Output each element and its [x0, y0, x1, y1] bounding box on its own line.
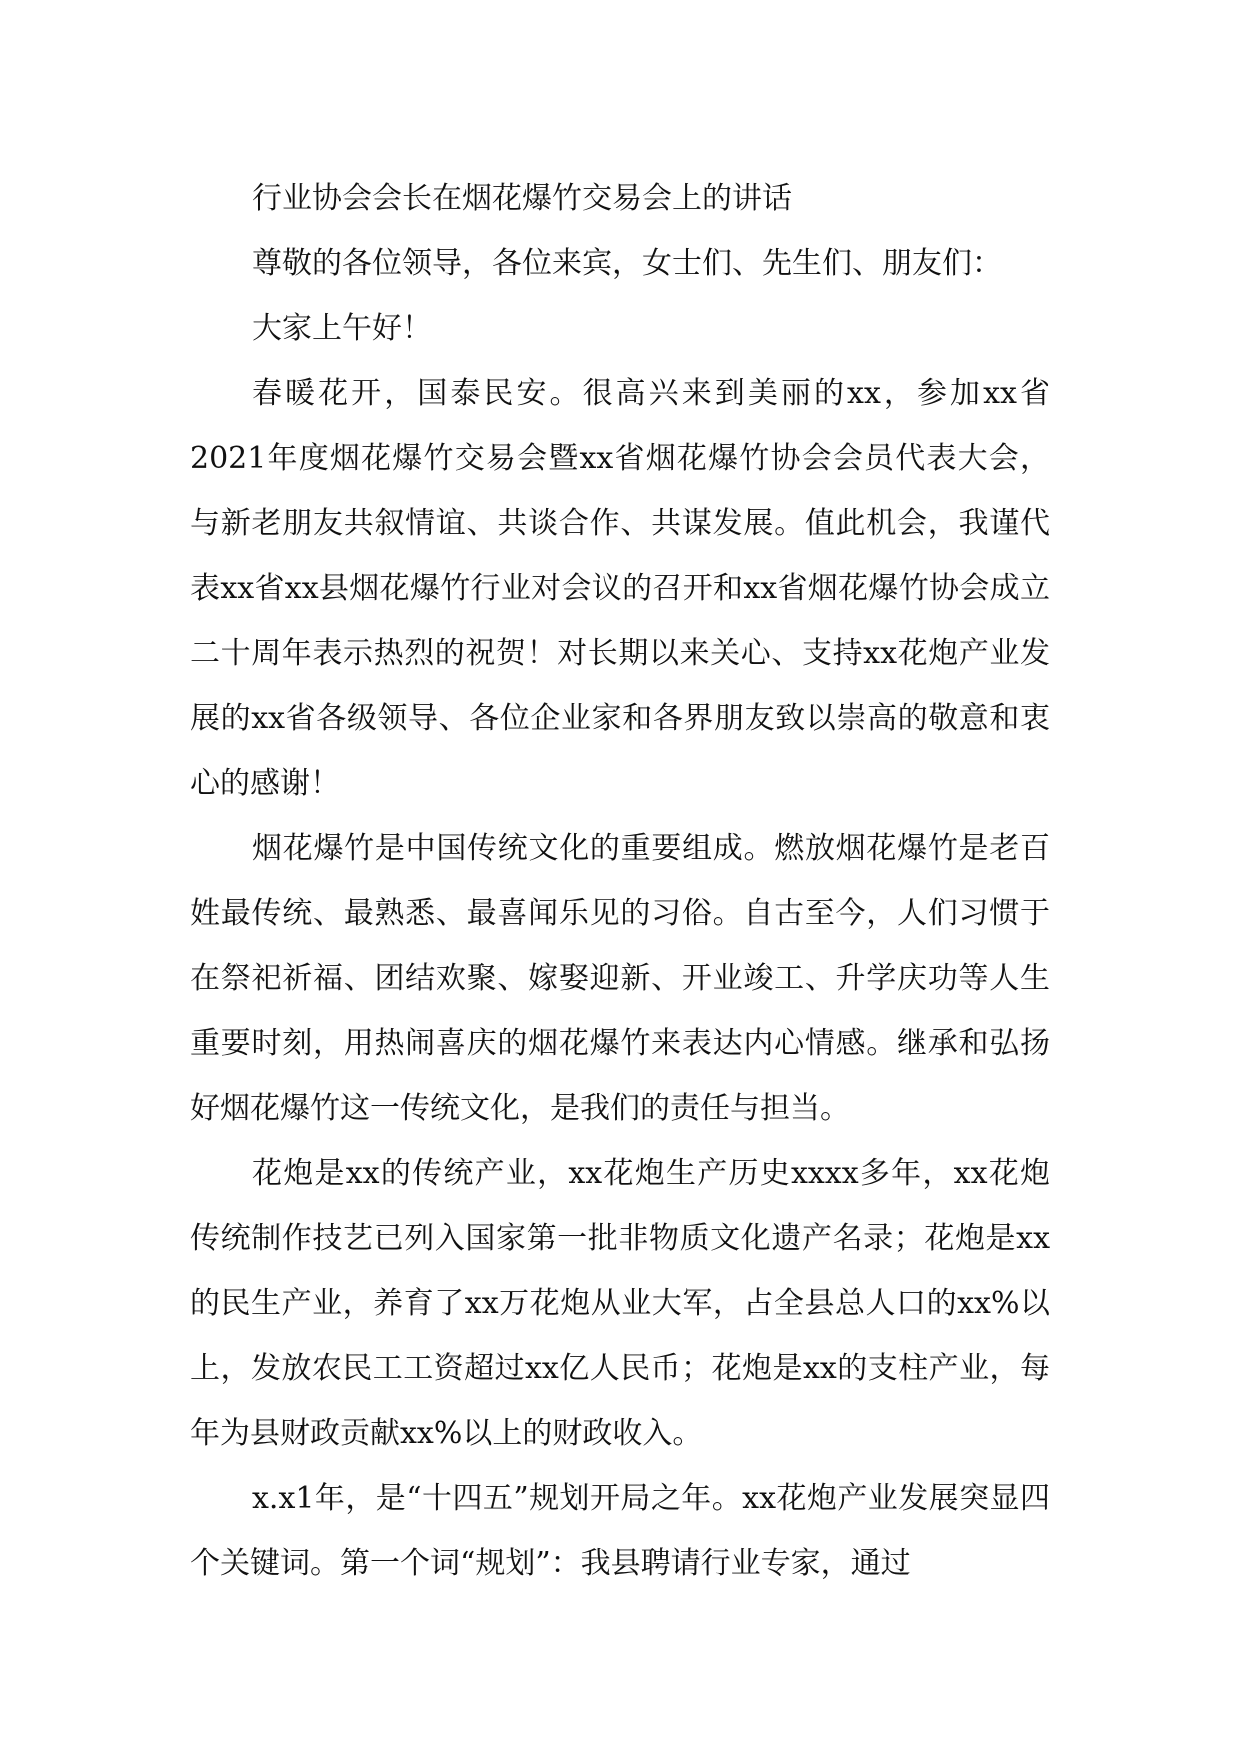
greeting: 大家上午好！ [252, 311, 432, 346]
paragraph-4: x.x1年，是“十四五”规划开局之年。xx花炮产业发展突显四个关键词。第一个词“规划”：我县聘请行业专家，通过 [190, 1481, 1050, 1581]
document-body [190, 166, 1050, 1596]
paragraph-1: 春暖花开，国泰民安。很高兴来到美丽的xx，参加xx省2021年度烟花爆竹交易会暨xx省烟花爆竹协会会员代表大会，与新老朋友共叙情谊、共谈合作、共谋发展。值此机会，我谨代表xx省xx县烟花爆竹行业对会议的召开和xx省烟花爆竹协会成立二十周年表示热烈的祝贺！对长期以来关心、支持xx花炮产业发展的xx省各级领导、各位企业家和各界朋友致以崇高的敬意和衷心的感谢！ [190, 376, 1050, 801]
paragraph-2: 烟花爆竹是中国传统文化的重要组成。燃放烟花爆竹是老百姓最传统、最熟悉、最喜闻乐见的习俗。自古至今，人们习惯于在祭祀祈福、团结欢聚、嫁娶迎新、开业竣工、升学庆功等人生重要时刻，用热闹喜庆的烟花爆竹来表达内心情感。继承和弘扬好烟花爆竹这一传统文化，是我们的责任与担当。 [190, 831, 1050, 1126]
salutation: 尊敬的各位领导，各位来宾，女士们、先生们、朋友们： [252, 246, 1002, 281]
paragraph-3: 花炮是xx的传统产业，xx花炮生产历史xxxx多年，xx花炮传统制作技艺已列入国家第一批非物质文化遗产名录；花炮是xx的民生产业，养育了xx万花炮从业大军，占全县总人口的xx%以上，发放农民工工资超过xx亿人民币；花炮是xx的支柱产业，每年为县财政贡献xx%以上的财政收入。 [190, 1156, 1050, 1451]
document-title: 行业协会会长在烟花爆竹交易会上的讲话 [252, 181, 792, 216]
